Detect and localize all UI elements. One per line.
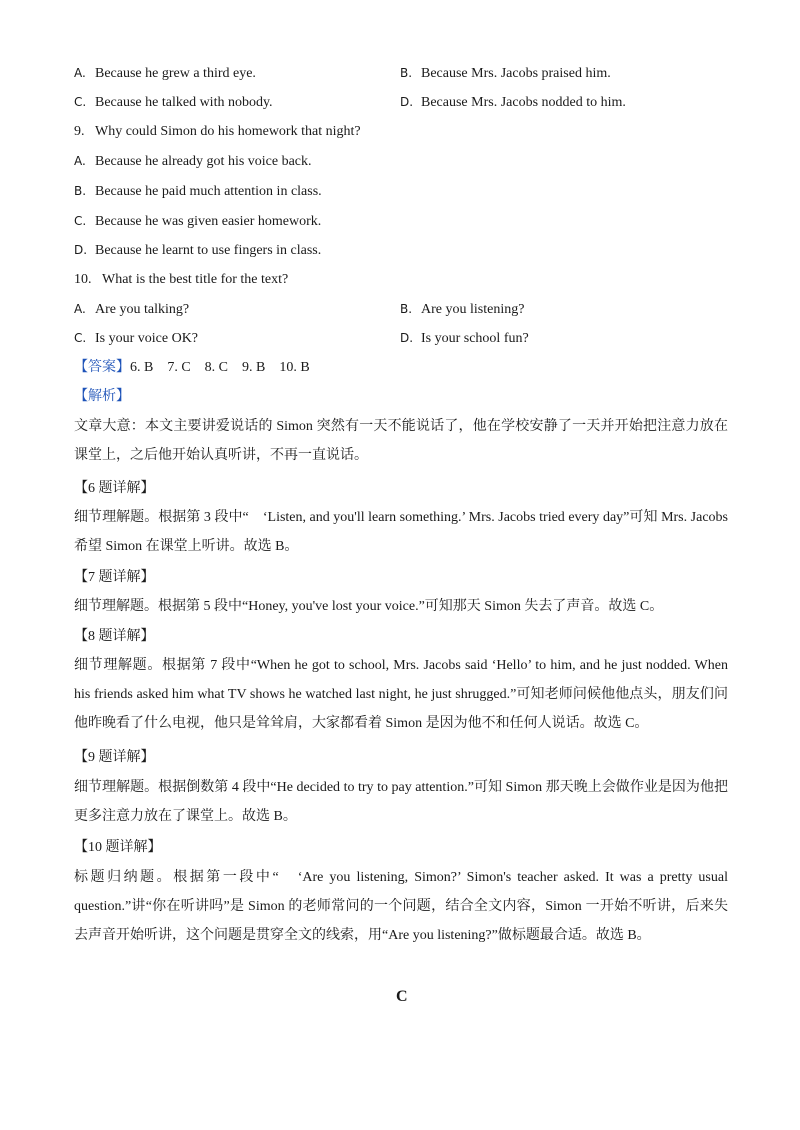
option-text: Because he learnt to use fingers in class. [95,243,322,258]
question-number: 9. [74,124,85,139]
question-number: 10. [74,272,92,287]
option-c [74,212,321,231]
option-a [74,300,189,319]
option-label: C. [74,214,87,228]
detail-heading-8: 【8 题详解】 [74,629,155,644]
option-b [400,64,611,83]
detail-body-8: 细节理解题。根据第 7 段中“When he got to school, Mrs. Jacobs said ‘Hello’ to him, and he just nodded. When his friends asked him what TV shows he watched last night, he just shrugged.”可知老师问候他他点头，朋友们问他昨晚看了什么电视，他只是耸耸肩，大家都看着 Simon 是因为他不和任何人说话。故选 C。 [74,658,728,731]
summary-paragraph: 文章大意：本文主要讲爱说话的 Simon 突然有一天不能说话了，他在学校安静了一天并开始把注意力放在课堂上，之后他开始认真听讲，不再一直说话。 [74,419,728,463]
option-label: C. [74,331,87,345]
option-label: A. [74,154,86,168]
option-text: Is your voice OK? [95,331,199,346]
answer-tag: 【答案】 [74,360,130,375]
detail-body-10: 标题归纳题。根据第一段中“ ‘Are you listening, Simon?’ Simon's teacher asked. It was a pretty usual question.”讲“你在听讲吗”是 Simon 的老师常问的一个问题，结合全文内容，Simon 一开始不听讲，后来失去声音开始听讲，这个问题是贯穿全文的线索，用“Are you listening?”做标题最合适。故选 B。 [74,870,728,943]
option-b [74,182,322,201]
option-text: Because Mrs. Jacobs nodded to him. [421,95,626,110]
detail-body-9: 细节理解题。根据倒数第 4 段中“He decided to try to pay attention.”可知 Simon 那天晚上会做作业是因为他把更多注意力放在了课堂上。故选 B。 [74,780,728,824]
option-text: Are you listening? [421,302,525,317]
option-a [74,152,312,171]
detail-heading-9: 【9 题详解】 [74,750,155,765]
section-heading: C [396,988,408,1005]
detail-heading-10: 【10 题详解】 [74,840,162,855]
option-d [400,329,529,348]
option-label: D. [400,95,414,109]
option-a [74,64,256,83]
option-label: D. [400,331,414,345]
answer-text: 6. B 7. C 8. C 9. B 10. B [130,360,310,375]
question-text: What is the best title for the text? [102,272,289,287]
option-text: Because Mrs. Jacobs praised him. [421,66,611,81]
question-9 [74,123,361,141]
detail-body-6: 细节理解题。根据第 3 段中“ ‘Listen, and you'll learn something.’ Mrs. Jacobs tried every day”可知 Mrs. Jacobs 希望 Simon 在课堂上听讲。故选 B。 [74,510,728,554]
option-c [74,329,198,348]
option-b [400,300,524,319]
option-label: D. [74,243,88,257]
option-c [74,93,273,112]
analysis-tag: 【解析】 [74,389,130,404]
option-text: Because he talked with nobody. [95,95,273,110]
answer-line [74,359,310,377]
detail-body-7: 细节理解题。根据第 5 段中“Honey, you've lost your voice.”可知那天 Simon 失去了声音。故选 C。 [74,599,664,614]
option-d [74,241,321,260]
option-text: Because he already got his voice back. [95,154,312,169]
question-10 [74,271,288,289]
option-label: B. [400,66,413,80]
detail-heading-6: 【6 题详解】 [74,481,155,496]
option-label: B. [400,302,413,316]
option-label: B. [74,184,87,198]
option-text: Because he grew a third eye. [95,66,256,81]
option-label: A. [74,302,86,316]
question-text: Why could Simon do his homework that night? [95,124,361,139]
option-text: Are you talking? [95,302,190,317]
option-label: A. [74,66,86,80]
option-label: C. [74,95,87,109]
option-d [400,93,626,112]
option-text: Because he paid much attention in class. [95,184,322,199]
option-text: Because he was given easier homework. [95,214,322,229]
option-text: Is your school fun? [421,331,529,346]
detail-heading-7: 【7 题详解】 [74,570,155,585]
